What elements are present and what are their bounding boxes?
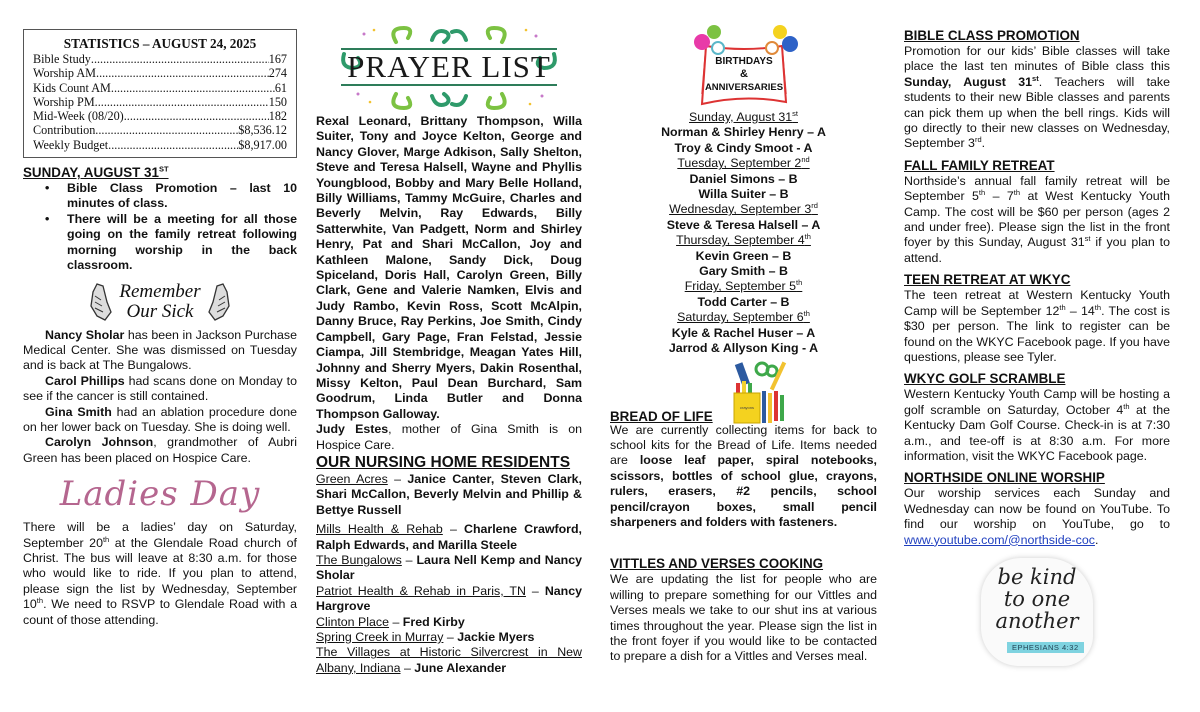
stat-label: Worship AM	[33, 66, 97, 81]
stat-label: Weekly Budget	[33, 137, 109, 152]
bullet-item: • There will be a meeting for all those going on the family retreat following morning worship in the back classroom.	[45, 212, 297, 274]
stat-label: Kids Count AM	[33, 80, 111, 95]
birthday-date: Sunday, August 31st	[689, 108, 798, 124]
ladies-day-text: There will be a ladies’ day on Saturday, September 20th at the Glendale Road church of Christ. The bus will leave at 8:30 a.m. for those who would like to ride. If you plan to attend, please sign the list by Wednesday, September 10th. We need to RSVP to Glendale Road with a count of those attending.	[23, 520, 297, 627]
nursing-home-entry: The Bungalows – Laura Nell Kemp and Nancy Sholar	[316, 552, 582, 583]
birthday-date: Friday, September 5th	[684, 278, 803, 294]
nursing-home-entry: Mills Health & Rehab – Charlene Crawford, Ralph Edwards, and Marilla Steele	[316, 522, 582, 552]
birthday-date: Saturday, September 6th	[677, 309, 810, 325]
svg-text:crayons: crayons	[739, 404, 755, 410]
teen-retreat-text: The teen retreat at Western Kentucky Youth Camp will be September 12th – 14th. The cost is $30 per person. The link to register can be found on the WKYC Facebook page. If you have questions, please see Tyler.	[904, 288, 1171, 364]
online-worship-text: Our worship services each Sunday and Wednesday can now be found on YouTube. To find our worship on YouTube, go to www.youtube.com/@northside-coc.	[904, 486, 1170, 547]
birthday-date: Tuesday, September 2nd	[677, 155, 810, 171]
nursing-home-heading: OUR NURSING HOME RESIDENTS	[316, 453, 571, 471]
nursing-home-entry: The Villages at Historic Silvercrest in New Albany, Indiana – June Alexander	[316, 645, 582, 675]
svg-text:ANNIVERSARIES: ANNIVERSARIES	[704, 82, 783, 93]
nursing-home-entry: Clinton Place – Fred Kirby	[316, 614, 465, 629]
golf-scramble-text: Western Kentucky Youth Camp will be hosting a golf scramble on Saturday, October 4th at the Kentucky Dam Golf Course. Check-in is at 7:30 a.m., and tee-off is at 8:30 a.m. For more information, visit the WKYC Facebook page.	[904, 387, 1170, 463]
sick-list	[23, 328, 297, 467]
column-4	[904, 22, 1170, 666]
stat-value: 274	[268, 66, 287, 81]
birthday-name: Kyle & Rachel Huser – A	[671, 325, 816, 340]
vittles-heading: VITTLES AND VERSES COOKING	[610, 556, 824, 572]
verse-reference: EPHESIANS 4:32	[1007, 642, 1084, 653]
birthday-name: Gary Smith – B	[699, 264, 788, 279]
nursing-home-entry: Patriot Health & Rehab in Paris, TN – Nancy Hargrove	[316, 583, 583, 614]
be-kind-graphic: be kind to one another EPHESIANS 4:32	[981, 558, 1093, 666]
balloons-banner-icon	[684, 24, 804, 110]
golf-scramble-section	[904, 371, 1170, 464]
nursing-home-entry: Green Acres – Janice Canter, Steven Clark, Shari McCallon, Beverly Melvin and Phillip & Bettye Russell	[316, 471, 583, 517]
birthday-name: Willa Suiter – B	[698, 187, 789, 202]
stat-label: Mid-Week (08/20)	[33, 109, 124, 124]
nursing-home-list	[316, 472, 582, 676]
stat-row	[33, 109, 287, 123]
column-3	[610, 22, 877, 665]
prayer-list-banner	[316, 22, 582, 112]
stat-value: $8,917.00	[238, 137, 287, 152]
birthday-name: Daniel Simons – B	[689, 171, 798, 186]
teen-retreat-section	[904, 272, 1170, 365]
svg-text:&: &	[739, 68, 748, 80]
stat-label: Contribution	[33, 123, 96, 138]
stat-value: 167	[268, 52, 287, 66]
sunday-heading: SUNDAY, AUGUST 31ST	[23, 164, 169, 181]
column-2	[316, 22, 582, 676]
birthday-name: Jarrod & Allyson King - A	[668, 341, 819, 356]
birthdays-banner	[610, 24, 877, 110]
prayer-names: Rexal Leonard, Brittany Thompson, Willa Suiter, Tony and Joyce Kelton, George and Nancy Glover, Marge Adkison, Sally Shelton, Steve and Teresa Halsell, Wayne and Phyllis Youngblood, Bobby and Mary Belle Holland, Billy Williams, Tammy McGuire, Charles and Beverly Melvin, Ray Edwards, Billy Satterwhite, Van Padgett, Norm and Shirley Henry, Pat and Shari McCallon, Joy and Kathleen Malone, Sandy Dick, Doug Spiceland, Doris Hall, Carolyn Green, Billy Clark, Gene and Valerie Namken, Elvis and Judy Rambo, Kevin Ross, Scott McAlpin, Danny Bruce, Ray Perkins, Joe Smith, Cindy Campbell, Gary Page, Fran Felstad, Jessie Ciampa, Jill Stembridge, Meagan Yates Hill, Johnny and Sherry Myers, Dakin Rosenthal, Missy Kelton, Paul Dean Burchard, Sam Goodrum, Linda Butler and Donna Thompson Galloway.	[316, 114, 582, 421]
stat-row	[33, 138, 287, 152]
stat-value: $8,536.12	[238, 123, 287, 138]
stat-label: Bible Study	[33, 52, 91, 66]
stat-row	[33, 81, 287, 95]
stat-label: Worship PM	[33, 94, 95, 109]
remember-our-sick-graphic: Remember Our Sick	[23, 276, 297, 328]
teen-retreat-heading: TEEN RETREAT AT WKYC	[904, 272, 1071, 288]
prayer-note: Judy Estes, mother of Gina Smith is on Hospice Care.	[316, 422, 582, 452]
golf-scramble-heading: WKYC GOLF SCRAMBLE	[904, 371, 1066, 387]
sick-item: Gina Smith had an ablation procedure done on her lower back on Tuesday. She is doing well.	[23, 404, 297, 434]
bible-class-promotion-heading: BIBLE CLASS PROMOTION	[904, 28, 1080, 43]
birthdays-list	[610, 110, 877, 357]
birthday-name: Kevin Green – B	[695, 248, 792, 263]
online-worship-heading: NORTHSIDE ONLINE WORSHIP	[904, 470, 1105, 486]
praying-hands-icon	[83, 282, 113, 322]
prayer-list-title: PRAYER LIST	[341, 48, 557, 86]
online-worship-section	[904, 470, 1170, 548]
stat-row	[33, 95, 287, 109]
school-supplies-icon	[732, 361, 790, 425]
youtube-link[interactable]: www.youtube.com/@northside-coc	[904, 532, 1095, 547]
praying-hands-icon	[207, 282, 237, 322]
stat-row	[33, 52, 287, 66]
bread-of-life-header	[610, 361, 877, 423]
fall-retreat-text: Northside’s annual fall family retreat will be September 5th – 7th at West Kentucky Youth Camp. The cost will be $60 per person (ages 2 and under free). Please sign the list in the front foyer by this Sunday, August 31st if you plan to attend.	[904, 173, 1171, 265]
svg-text:BIRTHDAYS: BIRTHDAYS	[714, 56, 773, 67]
stat-value: 150	[268, 94, 287, 109]
fall-retreat-heading: FALL FAMILY RETREAT	[904, 157, 1055, 173]
bread-of-life-heading: BREAD OF LIFE	[610, 408, 713, 424]
column-1	[23, 22, 297, 628]
vittles-text: We are updating the list for people who are willing to prepare something for our Vittles and Verses meals we take to our shut ins at various times throughout the year. Please sign the list in the front foyer if you would like to be contacted to prepare a dish for a Vittles and Verses meal.	[610, 572, 877, 664]
birthday-name: Todd Carter – B	[697, 294, 790, 309]
birthday-name: Norman & Shirley Henry – A	[661, 125, 826, 140]
statistics-box	[23, 29, 297, 158]
sick-item: Nancy Sholar has been in Jackson Purchase Medical Center. She was dismissed on Tuesday and is back at The Bungalows.	[23, 327, 297, 373]
stat-value: 182	[268, 109, 287, 124]
ladies-day-graphic: Ladies Day	[59, 474, 261, 515]
sick-item: Carol Phillips had scans done on Monday to see if the cancer is still contained.	[23, 373, 297, 404]
birthday-date: Thursday, September 4th	[676, 232, 811, 248]
bread-of-life-text: We are currently collecting items for back to school kits for the Bread of Life. Items needed are loose leaf paper, spiral notebooks, scissors, bottles of school glue, crayons, rulers, erasers, #2 pencils, school pencil/crayon boxes, small pencil sharpeners and folders with fasteners.	[610, 422, 877, 529]
stat-row	[33, 66, 287, 80]
sunday-bullets	[45, 181, 297, 273]
birthday-name: Steve & Teresa Halsell – A	[666, 217, 821, 232]
bullet-item: • Bible Class Promotion – last 10 minutes of class.	[45, 181, 297, 212]
sick-item: Carolyn Johnson, grandmother of Aubri Green has been placed on Hospice Care.	[23, 435, 297, 465]
nursing-home-entry: Spring Creek in Murray – Jackie Myers	[316, 630, 535, 644]
bible-class-promotion-text: Promotion for our kids’ Bible classes will take place the last ten minutes of Bible class this Sunday, August 31st. Teachers will take students to their new Bible classes and parents can pick them up when the bell rings. Kids will go directly to their new classes on Wednesday, September 3rd.	[904, 44, 1170, 151]
stat-row	[33, 123, 287, 137]
birthday-name: Troy & Cindy Smoot - A	[674, 140, 813, 155]
birthday-date: Wednesday, September 3rd	[669, 201, 818, 217]
bible-class-promotion-section	[904, 28, 1170, 152]
fall-retreat-section	[904, 158, 1170, 266]
statistics-title: STATISTICS – AUGUST 24, 2025	[63, 36, 257, 51]
stat-value: 61	[274, 80, 287, 95]
